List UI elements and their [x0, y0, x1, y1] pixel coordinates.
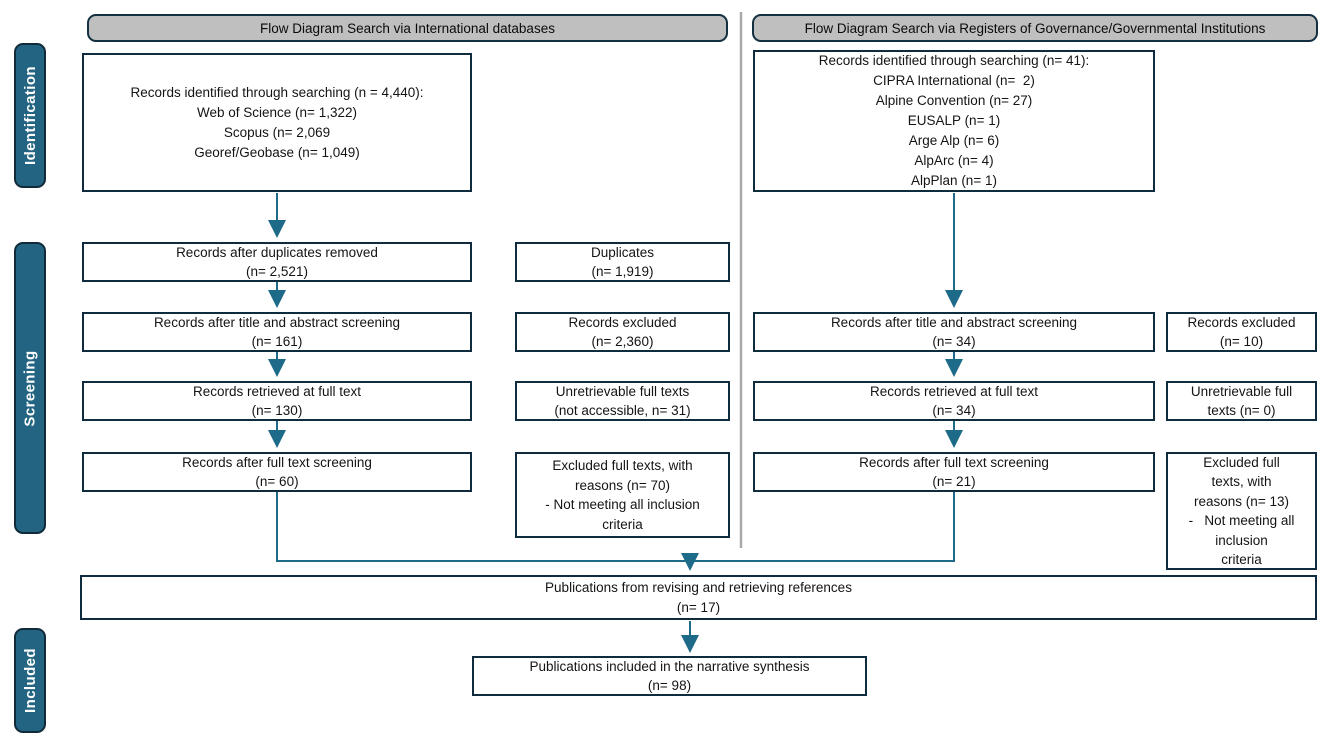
box-line: AlpPlan (n= 1) — [911, 173, 997, 188]
box-line: AlpArc (n= 4) — [914, 153, 994, 168]
box-line: (n= 130) — [251, 403, 303, 418]
box-line: Records identified through searching (n= 41): — [818, 53, 1090, 68]
box-line: (n= 2,360) — [591, 334, 654, 349]
box-line: texts, with — [1211, 474, 1272, 489]
box-line: EUSALP (n= 1) — [907, 113, 1001, 128]
box-line: - Not meeting all — [1188, 513, 1295, 528]
box-right-records-identified — [753, 50, 1155, 192]
box-line: Records excluded — [568, 314, 677, 330]
box-line: Georef/Geobase (n= 1,049) — [194, 144, 360, 160]
box-line: Records retrieved at full text — [869, 383, 1039, 399]
box-left-excluded-full-texts — [515, 452, 730, 538]
box-right-retrieved-full-text — [753, 381, 1155, 421]
box-line: CIPRA International (n= 2) — [873, 73, 1035, 88]
stage-identification — [14, 43, 46, 188]
box-line: criteria — [602, 516, 643, 532]
box-line: (n= 1,919) — [591, 264, 654, 279]
box-line: Records after duplicates removed — [176, 244, 378, 260]
box-right-excluded-full-texts — [1166, 452, 1317, 570]
box-left-duplicates-removed — [82, 242, 472, 282]
header-governance-registers-label: Flow Diagram Search via Registers of Governance/Governmental Institutions — [804, 20, 1266, 36]
box-right-records-excluded — [1166, 312, 1317, 352]
box-line: Publications from revising and retrieving references — [545, 580, 852, 595]
box-line: inclusion — [1215, 532, 1268, 548]
box-line: reasons (n= 70) — [575, 477, 670, 493]
box-line: criteria — [1221, 552, 1262, 567]
box-publications-references — [80, 575, 1317, 620]
box-left-retrieved-full-text — [82, 381, 472, 421]
stage-identification-label: Identification — [21, 66, 39, 165]
box-line: Records after full text screening — [182, 454, 372, 470]
box-line: Excluded full texts, with — [552, 458, 693, 473]
box-line: reasons (n= 13) — [1194, 493, 1289, 509]
box-line: (not accessible, n= 31) — [554, 403, 691, 418]
box-line: Publications included in the narrative synthesis — [529, 658, 810, 674]
box-line: Records retrieved at full text — [192, 383, 362, 399]
box-line: texts (n= 0) — [1207, 403, 1276, 418]
box-line: Excluded full — [1203, 454, 1280, 470]
box-left-records-excluded — [515, 312, 730, 352]
box-line: (n= 60) — [255, 474, 299, 489]
box-line: Records identified through searching (n = 4,440): — [130, 84, 424, 100]
box-line: Records excluded — [1187, 314, 1296, 330]
box-publications-included — [472, 656, 867, 696]
stage-screening — [14, 242, 46, 534]
box-right-full-text-screening — [753, 452, 1155, 492]
stage-screening-label: Screening — [21, 349, 39, 427]
box-left-unretrievable — [515, 381, 730, 421]
box-line: (n= 2,521) — [246, 264, 308, 279]
box-line: Records after title and abstract screening — [830, 314, 1078, 330]
box-line: Unretrievable full texts — [555, 383, 690, 399]
box-line: Alpine Convention (n= 27) — [875, 93, 1033, 108]
box-line: (n= 21) — [932, 474, 976, 489]
box-line: Records after full text screening — [859, 454, 1049, 470]
box-left-duplicates — [515, 242, 730, 282]
box-line: Web of Science (n= 1,322) — [197, 104, 357, 120]
box-line: (n= 17) — [676, 599, 721, 615]
header-international-databases — [87, 14, 728, 42]
box-line: (n= 98) — [647, 678, 692, 693]
box-line: Unretrievable full — [1190, 383, 1293, 399]
box-left-title-abstract-screening — [82, 312, 472, 352]
box-line: Records after title and abstract screening — [153, 314, 401, 330]
box-line: (n= 34) — [932, 403, 976, 418]
box-line: Arge Alp (n= 6) — [908, 133, 1000, 148]
box-left-records-identified — [82, 53, 472, 192]
box-line: - Not meeting all inclusion — [545, 497, 700, 512]
box-line: Duplicates — [590, 244, 655, 260]
box-line: Scopus (n= 2,069 — [223, 124, 331, 140]
box-line: (n= 34) — [932, 334, 976, 349]
header-governance-registers — [752, 14, 1318, 42]
stage-included-label: Included — [21, 648, 39, 713]
box-right-title-abstract-screening — [753, 312, 1155, 352]
box-left-full-text-screening — [82, 452, 472, 492]
box-right-unretrievable — [1166, 381, 1317, 421]
stage-included — [14, 628, 46, 733]
box-line: (n= 10) — [1219, 334, 1264, 349]
header-international-databases-label: Flow Diagram Search via International databases — [260, 20, 555, 36]
box-line: (n= 161) — [251, 334, 303, 349]
